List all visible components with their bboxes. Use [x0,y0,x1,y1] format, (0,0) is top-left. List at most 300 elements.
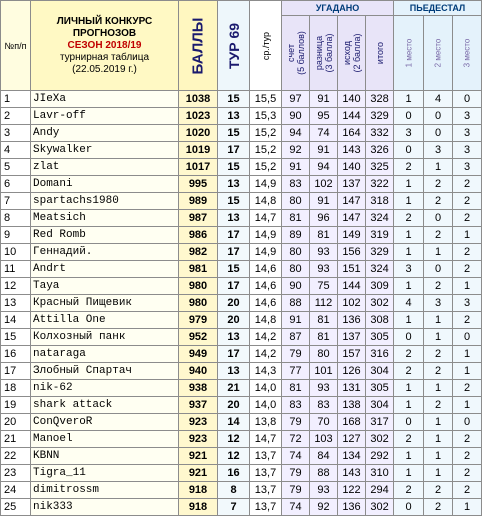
points-cell: 986 [179,227,218,244]
player-name: Злобный Спартач [31,363,179,380]
place-3-cell: 3 [453,108,482,125]
place-3-cell: 3 [453,159,482,176]
round-points-cell: 15 [218,159,250,176]
score-guessed-cell: 89 [282,227,310,244]
table-row [1,346,482,363]
page-title [31,1,179,91]
place-2-cell: 1 [424,448,453,465]
place-2-cell: 2 [424,278,453,295]
difference-guessed-cell: 93 [310,380,338,397]
points-cell: 979 [179,312,218,329]
place-1-cell: 1 [394,397,424,414]
total-guessed-cell: 304 [366,363,394,380]
place-2-cell: 1 [424,465,453,482]
row-number: 5 [1,159,31,176]
points-cell: 952 [179,329,218,346]
place-3-cell: 1 [453,363,482,380]
table-row [1,329,482,346]
player-name: zlat [31,159,179,176]
difference-guessed-cell: 70 [310,414,338,431]
points-cell: 918 [179,482,218,499]
average-cell: 14,9 [250,176,282,193]
row-number: 1 [1,91,31,108]
outcome-guessed-cell: 164 [338,125,366,142]
place-2-cell: 2 [424,482,453,499]
player-name: Andy [31,125,179,142]
table-row [1,108,482,125]
place-1-cell: 1 [394,227,424,244]
player-name: nataraga [31,346,179,363]
difference-guessed-cell: 83 [310,397,338,414]
average-cell: 14,6 [250,278,282,295]
place-2-cell: 3 [424,295,453,312]
round-points-cell: 17 [218,278,250,295]
row-number: 15 [1,329,31,346]
points-cell: 995 [179,176,218,193]
group-header-podium: ПЬЕДЕСТАЛ [394,1,482,16]
player-name: nik333 [31,499,179,516]
average-cell: 15,2 [250,159,282,176]
place-2-cell: 3 [424,142,453,159]
place-2-cell: 2 [424,176,453,193]
average-cell: 14,9 [250,244,282,261]
place-2-cell: 2 [424,363,453,380]
place-1-cell: 2 [394,431,424,448]
outcome-guessed-cell: 137 [338,329,366,346]
place-3-cell: 1 [453,227,482,244]
points-cell: 938 [179,380,218,397]
total-guessed-cell: 308 [366,312,394,329]
player-name: JIeXa [31,91,179,108]
row-number: 24 [1,482,31,499]
total-guessed-cell: 332 [366,125,394,142]
place-3-cell: 1 [453,499,482,516]
column-header-average: ср./тур [250,1,282,91]
points-cell: 1020 [179,125,218,142]
round-points-cell: 17 [218,346,250,363]
place-2-cell: 1 [424,329,453,346]
total-guessed-cell: 304 [366,397,394,414]
average-cell: 14,8 [250,193,282,210]
difference-guessed-cell: 93 [310,244,338,261]
average-cell: 14,3 [250,363,282,380]
average-cell: 14,8 [250,312,282,329]
score-guessed-cell: 79 [282,414,310,431]
score-guessed-cell: 87 [282,329,310,346]
place-1-cell: 1 [394,193,424,210]
points-cell: 923 [179,414,218,431]
average-cell: 14,7 [250,431,282,448]
score-guessed-cell: 88 [282,295,310,312]
player-name: Tigra_11 [31,465,179,482]
row-number: 11 [1,261,31,278]
row-number: 3 [1,125,31,142]
total-guessed-cell: 292 [366,448,394,465]
table-row [1,210,482,227]
points-cell: 923 [179,431,218,448]
column-header-number: №п/п [1,1,31,91]
average-cell: 15,5 [250,91,282,108]
table-row [1,227,482,244]
place-2-cell: 1 [424,244,453,261]
score-guessed-cell: 72 [282,431,310,448]
table-row [1,431,482,448]
row-number: 16 [1,346,31,363]
place-3-cell: 2 [453,261,482,278]
average-cell: 13,8 [250,414,282,431]
score-guessed-cell: 94 [282,125,310,142]
total-guessed-cell: 294 [366,482,394,499]
row-number: 25 [1,499,31,516]
difference-guessed-cell: 81 [310,312,338,329]
season-label: СЕЗОН 2018/19 [67,39,142,51]
outcome-guessed-cell: 122 [338,482,366,499]
player-name: nik-62 [31,380,179,397]
place-3-cell: 3 [453,295,482,312]
outcome-guessed-cell: 156 [338,244,366,261]
outcome-guessed-cell: 140 [338,159,366,176]
place-1-cell: 1 [394,91,424,108]
place-3-cell: 2 [453,482,482,499]
outcome-guessed-cell: 144 [338,108,366,125]
round-points-cell: 15 [218,125,250,142]
points-cell: 1023 [179,108,218,125]
date-label: (22.05.2019 г.) [72,63,137,75]
table-row [1,482,482,499]
table-row [1,278,482,295]
outcome-guessed-cell: 127 [338,431,366,448]
average-cell: 14,2 [250,329,282,346]
total-guessed-cell: 326 [366,142,394,159]
score-guessed-cell: 79 [282,346,310,363]
score-guessed-cell: 77 [282,363,310,380]
place-1-cell: 0 [394,414,424,431]
average-cell: 14,7 [250,210,282,227]
place-3-cell: 2 [453,176,482,193]
points-cell: 981 [179,261,218,278]
place-3-cell: 2 [453,312,482,329]
place-3-cell: 0 [453,91,482,108]
player-name: Красный Пищевик [31,295,179,312]
table-body [1,91,482,516]
outcome-guessed-cell: 157 [338,346,366,363]
place-3-cell: 2 [453,244,482,261]
table-row [1,193,482,210]
table-row [1,176,482,193]
average-cell: 14,9 [250,227,282,244]
difference-guessed-cell: 74 [310,125,338,142]
player-name: KBNN [31,448,179,465]
difference-guessed-cell: 94 [310,159,338,176]
outcome-guessed-cell: 126 [338,363,366,380]
place-1-cell: 2 [394,482,424,499]
place-3-cell: 2 [453,431,482,448]
points-cell: 949 [179,346,218,363]
difference-guessed-cell: 92 [310,499,338,516]
round-points-cell: 15 [218,261,250,278]
column-header-place-1: 1 место [394,16,424,91]
place-2-cell: 2 [424,346,453,363]
place-1-cell: 0 [394,499,424,516]
round-points-cell: 17 [218,244,250,261]
row-number: 21 [1,431,31,448]
player-name: spartachs1980 [31,193,179,210]
place-3-cell: 3 [453,142,482,159]
table-row [1,142,482,159]
place-3-cell: 1 [453,278,482,295]
round-points-cell: 13 [218,176,250,193]
average-cell: 14,6 [250,261,282,278]
place-1-cell: 1 [394,176,424,193]
outcome-guessed-cell: 149 [338,227,366,244]
average-cell: 15,2 [250,142,282,159]
player-name: shark attack [31,397,179,414]
score-guessed-cell: 74 [282,499,310,516]
outcome-guessed-cell: 137 [338,176,366,193]
place-3-cell: 1 [453,346,482,363]
place-3-cell: 2 [453,380,482,397]
table-row [1,448,482,465]
score-guessed-cell: 91 [282,312,310,329]
player-name: Andrt [31,261,179,278]
total-guessed-cell: 310 [366,465,394,482]
row-number: 13 [1,295,31,312]
place-1-cell: 3 [394,125,424,142]
round-points-cell: 13 [218,210,250,227]
outcome-guessed-cell: 134 [338,448,366,465]
difference-guessed-cell: 101 [310,363,338,380]
difference-guessed-cell: 81 [310,329,338,346]
total-guessed-cell: 316 [366,346,394,363]
total-guessed-cell: 325 [366,159,394,176]
row-number: 22 [1,448,31,465]
row-number: 9 [1,227,31,244]
table-row [1,499,482,516]
points-cell: 921 [179,465,218,482]
column-header-total: итого [366,16,394,91]
round-points-cell: 16 [218,465,250,482]
place-2-cell: 2 [424,397,453,414]
place-2-cell: 0 [424,210,453,227]
row-number: 10 [1,244,31,261]
subtitle: турнирная таблица [59,51,150,63]
total-guessed-cell: 329 [366,108,394,125]
row-number: 12 [1,278,31,295]
total-guessed-cell: 302 [366,431,394,448]
place-1-cell: 0 [394,329,424,346]
round-points-cell: 12 [218,431,250,448]
points-cell: 1019 [179,142,218,159]
total-guessed-cell: 319 [366,227,394,244]
total-guessed-cell: 302 [366,295,394,312]
points-cell: 980 [179,278,218,295]
round-points-cell: 20 [218,397,250,414]
points-cell: 940 [179,363,218,380]
player-name: Meatsich [31,210,179,227]
place-3-cell: 3 [453,125,482,142]
round-points-cell: 15 [218,193,250,210]
place-2-cell: 2 [424,193,453,210]
round-points-cell: 7 [218,499,250,516]
place-1-cell: 1 [394,448,424,465]
place-1-cell: 1 [394,465,424,482]
outcome-guessed-cell: 136 [338,312,366,329]
place-1-cell: 1 [394,278,424,295]
player-name: Red Romb [31,227,179,244]
table-row [1,295,482,312]
difference-guessed-cell: 91 [310,193,338,210]
score-guessed-cell: 74 [282,448,310,465]
row-number: 2 [1,108,31,125]
outcome-guessed-cell: 143 [338,142,366,159]
player-name: Lavr-off [31,108,179,125]
score-guessed-cell: 90 [282,278,310,295]
difference-guessed-cell: 93 [310,261,338,278]
points-cell: 918 [179,499,218,516]
outcome-guessed-cell: 144 [338,278,366,295]
row-number: 20 [1,414,31,431]
score-guessed-cell: 81 [282,380,310,397]
table-row [1,414,482,431]
total-guessed-cell: 318 [366,193,394,210]
score-guessed-cell: 83 [282,176,310,193]
average-cell: 15,3 [250,108,282,125]
round-points-cell: 13 [218,329,250,346]
total-guessed-cell: 309 [366,278,394,295]
points-cell: 937 [179,397,218,414]
round-points-cell: 21 [218,380,250,397]
place-1-cell: 0 [394,142,424,159]
difference-guessed-cell: 75 [310,278,338,295]
place-2-cell: 1 [424,414,453,431]
outcome-guessed-cell: 168 [338,414,366,431]
place-2-cell: 0 [424,125,453,142]
row-number: 7 [1,193,31,210]
place-1-cell: 1 [394,312,424,329]
total-guessed-cell: 328 [366,91,394,108]
score-guessed-cell: 90 [282,108,310,125]
place-1-cell: 2 [394,363,424,380]
table-row [1,465,482,482]
row-number: 18 [1,380,31,397]
points-cell: 982 [179,244,218,261]
place-2-cell: 0 [424,261,453,278]
outcome-guessed-cell: 102 [338,295,366,312]
place-1-cell: 3 [394,261,424,278]
average-cell: 14,6 [250,295,282,312]
place-2-cell: 0 [424,108,453,125]
column-header-score: счет (5 баллов) [282,16,310,91]
score-guessed-cell: 80 [282,244,310,261]
round-points-cell: 8 [218,482,250,499]
player-name: Domani [31,176,179,193]
average-cell: 13,7 [250,448,282,465]
difference-guessed-cell: 80 [310,346,338,363]
points-cell: 921 [179,448,218,465]
place-1-cell: 2 [394,346,424,363]
table-row [1,380,482,397]
total-guessed-cell: 322 [366,176,394,193]
outcome-guessed-cell: 147 [338,193,366,210]
average-cell: 13,7 [250,465,282,482]
title-line-1: ЛИЧНЫЙ КОНКУРС [56,15,153,27]
round-points-cell: 17 [218,227,250,244]
place-2-cell: 2 [424,227,453,244]
place-1-cell: 0 [394,108,424,125]
player-name: Колхозный панк [31,329,179,346]
place-1-cell: 1 [394,380,424,397]
place-2-cell: 1 [424,431,453,448]
place-1-cell: 2 [394,159,424,176]
total-guessed-cell: 305 [366,329,394,346]
score-guessed-cell: 92 [282,142,310,159]
round-points-cell: 14 [218,414,250,431]
table-row [1,261,482,278]
outcome-guessed-cell: 136 [338,499,366,516]
player-name: Skywalker [31,142,179,159]
place-3-cell: 1 [453,397,482,414]
table-row [1,91,482,108]
place-3-cell: 0 [453,414,482,431]
place-3-cell: 0 [453,329,482,346]
outcome-guessed-cell: 147 [338,210,366,227]
round-points-cell: 20 [218,295,250,312]
place-1-cell: 4 [394,295,424,312]
difference-guessed-cell: 112 [310,295,338,312]
round-points-cell: 13 [218,108,250,125]
player-name: Геннадий. [31,244,179,261]
difference-guessed-cell: 84 [310,448,338,465]
column-header-outcome: исход (2 балла) [338,16,366,91]
round-points-cell: 20 [218,312,250,329]
score-guessed-cell: 79 [282,465,310,482]
difference-guessed-cell: 95 [310,108,338,125]
row-number: 8 [1,210,31,227]
column-header-place-2: 2 место [424,16,453,91]
round-points-cell: 12 [218,448,250,465]
row-number: 19 [1,397,31,414]
title-line-2: ПРОГНОЗОВ [72,27,137,39]
difference-guessed-cell: 88 [310,465,338,482]
round-points-cell: 13 [218,363,250,380]
place-1-cell: 1 [394,244,424,261]
points-cell: 989 [179,193,218,210]
table-row [1,159,482,176]
table-row [1,312,482,329]
outcome-guessed-cell: 143 [338,465,366,482]
table-row [1,125,482,142]
outcome-guessed-cell: 140 [338,91,366,108]
difference-guessed-cell: 81 [310,227,338,244]
player-name: ConQveroR [31,414,179,431]
column-header-place-3: 3 место [453,16,482,91]
player-name: Attilla One [31,312,179,329]
average-cell: 14,0 [250,397,282,414]
place-3-cell: 2 [453,465,482,482]
points-cell: 987 [179,210,218,227]
player-name: Manoel [31,431,179,448]
place-2-cell: 1 [424,159,453,176]
table-row [1,363,482,380]
row-number: 17 [1,363,31,380]
player-name: dimitrossm [31,482,179,499]
average-cell: 13,7 [250,482,282,499]
total-guessed-cell: 305 [366,380,394,397]
place-2-cell: 1 [424,380,453,397]
group-header-guessed: УГАДАНО [282,1,394,16]
column-header-points: БАЛЛЫ [179,1,218,91]
score-guessed-cell: 79 [282,482,310,499]
